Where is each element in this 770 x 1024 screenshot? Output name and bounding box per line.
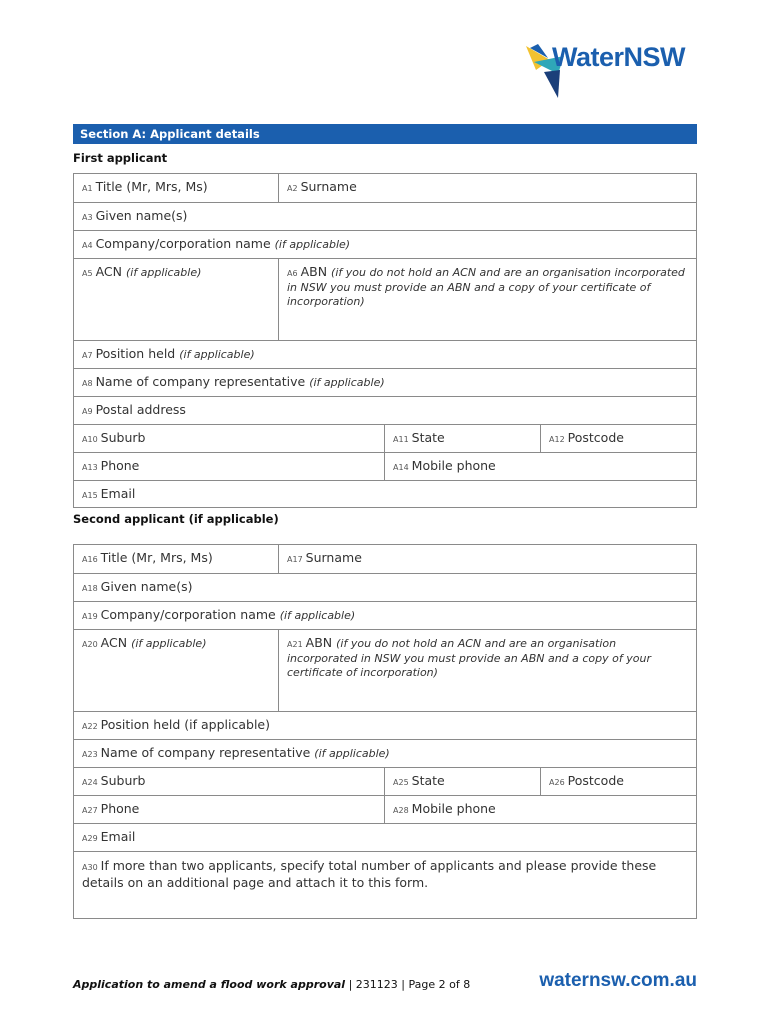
field-company-name[interactable]: A19 Company/corporation name (if applicable): [82, 607, 356, 622]
field-title[interactable]: A16 Title (Mr, Mrs, Ms): [82, 550, 213, 565]
field-mobile-phone[interactable]: A28 Mobile phone: [384, 796, 696, 823]
field-additional-applicants[interactable]: A30 If more than two applicants, specify total number of applicants and please provide these details on an additional page and attach it to this form.: [82, 858, 657, 890]
field-label: Email: [100, 829, 136, 844]
field-label: ABN: [305, 635, 333, 650]
field-suburb[interactable]: A10 Suburb: [82, 430, 146, 445]
field-postcode[interactable]: A26 Postcode: [540, 768, 696, 795]
waternsw-logo: [524, 40, 704, 102]
field-postcode[interactable]: A12 Postcode: [540, 425, 696, 452]
field-company-representative[interactable]: A8 Name of company representative (if applicable): [82, 374, 385, 389]
field-company-name[interactable]: A4 Company/corporation name (if applicable): [82, 236, 351, 251]
first-applicant-heading: First applicant: [73, 151, 168, 165]
field-label: Position held (if applicable): [100, 717, 270, 732]
field-label: ACN: [95, 264, 122, 279]
field-abn[interactable]: A6 ABN (if you do not hold an ACN and are an organisation incorporated in NSW you must provide an ABN and a copy of your certificate of incorporation): [278, 259, 696, 340]
field-position-held[interactable]: A22 Position held (if applicable): [82, 717, 270, 732]
field-state[interactable]: A11 State: [384, 425, 540, 452]
field-label: Company/corporation name: [100, 607, 276, 622]
field-note: (if applicable): [125, 266, 202, 279]
first-applicant-form: [73, 173, 697, 508]
field-note: (if applicable): [309, 376, 385, 389]
field-phone[interactable]: A27 Phone: [82, 801, 140, 816]
field-label: Postal address: [95, 402, 186, 417]
footer-website-link[interactable]: waternsw.com.au: [539, 970, 697, 991]
footer-doc-title: Application to amend a flood work approval: [73, 978, 346, 991]
field-company-representative[interactable]: A23 Name of company representative (if applicable): [82, 745, 390, 760]
field-note: (if applicable): [274, 238, 351, 251]
field-title[interactable]: A1 Title (Mr, Mrs, Ms): [82, 179, 208, 194]
field-label: ABN: [300, 264, 328, 279]
footer-separator: |: [348, 978, 353, 991]
logo-text: WaterNSW: [552, 42, 686, 72]
footer-document-info: [73, 978, 470, 991]
field-label: Mobile phone: [411, 801, 496, 816]
field-abn[interactable]: A21 ABN (if you do not hold an ACN and are an organisation incorporated in NSW you must provide an ABN and a copy of your certificate of incorporation): [278, 630, 696, 711]
field-label: Postcode: [567, 773, 624, 788]
field-label: Name of company representative: [100, 745, 311, 760]
field-email[interactable]: A15 Email: [82, 486, 136, 501]
field-label: State: [411, 430, 445, 445]
field-suburb[interactable]: A24 Suburb: [82, 773, 146, 788]
field-note: (if applicable): [179, 348, 255, 361]
field-note: (if you do not hold an ACN and are an organisation incorporated in NSW you must provide an ABN and a copy of your certificate of incorporation): [287, 266, 685, 309]
section-title: Section A: Applicant details: [73, 124, 697, 144]
footer-page-number: Page 2 of 8: [408, 978, 471, 991]
field-label: Suburb: [100, 773, 146, 788]
field-position-held[interactable]: A7 Position held (if applicable): [82, 346, 255, 361]
field-label: Title (Mr, Mrs, Ms): [95, 179, 208, 194]
field-label: Position held: [95, 346, 176, 361]
field-label: Company/corporation name: [95, 236, 271, 251]
field-label: If more than two applicants, specify total number of applicants and please provide these details on an additional page and attach it to this form.: [82, 858, 657, 890]
field-label: Mobile phone: [411, 458, 496, 473]
field-label: Postcode: [567, 430, 624, 445]
field-label: Email: [100, 486, 136, 501]
field-label: State: [411, 773, 445, 788]
field-given-names[interactable]: A3 Given name(s): [82, 208, 188, 223]
field-note: (if applicable): [131, 637, 207, 650]
field-note: (if applicable): [279, 609, 356, 622]
field-note: (if applicable): [314, 747, 390, 760]
field-phone[interactable]: A13 Phone: [82, 458, 140, 473]
field-acn[interactable]: A20 ACN (if applicable): [82, 635, 207, 650]
field-label: Given name(s): [95, 208, 188, 223]
field-label: ACN: [100, 635, 128, 650]
field-mobile-phone[interactable]: A14 Mobile phone: [384, 453, 696, 480]
field-label: Given name(s): [100, 579, 193, 594]
field-given-names[interactable]: A18 Given name(s): [82, 579, 193, 594]
footer-separator: |: [401, 978, 405, 991]
field-label: Surname: [300, 179, 357, 194]
field-email[interactable]: A29 Email: [82, 829, 136, 844]
field-label: Title (Mr, Mrs, Ms): [100, 550, 213, 565]
footer-doc-code: 231123: [355, 978, 398, 991]
field-label: Phone: [100, 801, 140, 816]
field-acn[interactable]: A5 ACN (if applicable): [82, 264, 202, 279]
field-surname[interactable]: A2 Surname: [278, 174, 696, 202]
field-label: Phone: [100, 458, 140, 473]
field-label: Suburb: [100, 430, 146, 445]
field-label: Name of company representative: [95, 374, 306, 389]
field-surname[interactable]: A17 Surname: [278, 545, 696, 573]
second-applicant-form: [73, 544, 697, 919]
field-note: (if you do not hold an ACN and are an organisation incorporated in NSW you must provide an ABN and a copy of your certificate of incorporation): [287, 637, 651, 680]
second-applicant-heading: Second applicant (if applicable): [73, 512, 279, 526]
field-state[interactable]: A25 State: [384, 768, 540, 795]
field-postal-address[interactable]: A9 Postal address: [82, 402, 186, 417]
field-label: Surname: [305, 550, 362, 565]
